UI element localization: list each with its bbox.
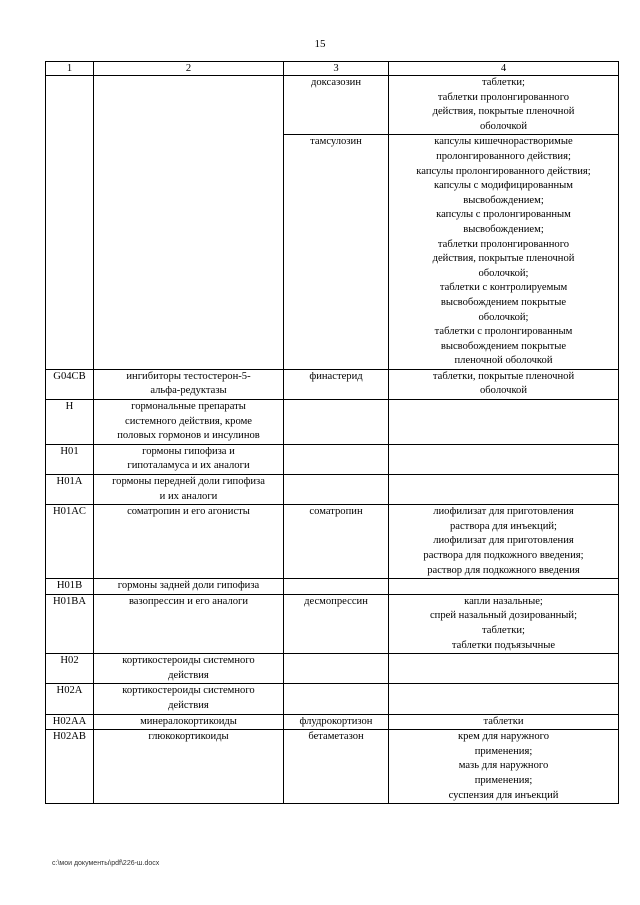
column-header-1: 1 [46, 62, 94, 76]
dosage-forms-cell-line: таблетки [483, 715, 524, 727]
atc-group-cell-line: гормоны задней доли гипофиза [117, 580, 260, 592]
dosage-forms-cell-line: пленочной оболочкой [454, 355, 553, 367]
atc-group-cell-line: действия [168, 669, 209, 681]
dosage-forms-cell-line: лиофилизат для приготовления [433, 506, 574, 518]
dosage-forms-cell-line: действия, покрытые пленочной [432, 253, 575, 265]
dosage-forms-cell-line: спрей назальный дозированный; [429, 610, 578, 622]
column-header-3: 3 [284, 62, 389, 76]
table-row [46, 714, 619, 730]
table-row [46, 369, 619, 399]
dosage-forms-cell [389, 135, 619, 370]
drug-name-cell [284, 475, 389, 505]
atc-group-cell-line: вазопрессин и его аналоги [128, 595, 249, 607]
atc-group-cell-line: кортикостероиды системного [122, 655, 255, 667]
atc-group-cell [94, 76, 284, 135]
atc-code-cell: H02A [46, 684, 94, 714]
column-header-2: 2 [94, 62, 284, 76]
atc-code-cell: H01B [46, 579, 94, 595]
atc-group-cell-line: системного действия, кроме [125, 415, 252, 427]
table-row [46, 135, 619, 370]
atc-group-cell-line: половых гормонов и инсулинов [117, 430, 260, 442]
drug-name-cell: финастерид [284, 369, 389, 399]
atc-code-cell: H02 [46, 654, 94, 684]
atc-code-cell: H02AB [46, 730, 94, 804]
atc-group-cell [94, 594, 284, 653]
atc-code-cell [46, 135, 94, 370]
dosage-forms-cell [389, 714, 619, 730]
drug-name-cell [284, 654, 389, 684]
atc-group-cell [94, 444, 284, 474]
drug-name-cell [284, 444, 389, 474]
atc-group-cell-line: гормоны гипофиза и [142, 445, 235, 457]
dosage-forms-cell [389, 400, 619, 445]
footer-file-path: c:\мои документы\pdf\226-ш.docx [52, 860, 160, 867]
drug-name-cell: бетаметазон [284, 730, 389, 804]
dosage-forms-cell-line: капсулы с пролонгированным [436, 209, 571, 221]
table-row [46, 684, 619, 714]
atc-code-cell: H [46, 400, 94, 445]
dosage-forms-cell-line: раствора для подкожного введения; [423, 550, 584, 561]
drug-name-cell: десмопрессин [284, 594, 389, 653]
drug-name-cell: соматропин [284, 505, 389, 579]
dosage-forms-cell-line: лиофилизат для приготовления [433, 535, 574, 547]
drug-name-cell: доксазозин [284, 76, 389, 135]
drug-name-cell [284, 579, 389, 595]
table-row [46, 475, 619, 505]
table-row [46, 579, 619, 595]
atc-group-cell-line: минералокортикоиды [140, 715, 237, 727]
dosage-forms-cell-line: таблетки, покрытые пленочной [432, 370, 575, 382]
table-row [46, 594, 619, 653]
atc-group-cell-line: ингибиторы тестостерон-5- [126, 370, 251, 382]
drug-name-cell: тамсулозин [284, 135, 389, 370]
dosage-forms-cell [389, 505, 619, 579]
dosage-forms-cell-line: таблетки подъязычные [451, 639, 556, 651]
dosage-forms-cell-line: высвобождением; [463, 223, 544, 235]
dosage-forms-cell-line: применения; [474, 745, 533, 757]
atc-code-cell [46, 76, 94, 135]
table-row [46, 76, 619, 135]
drug-name-cell [284, 400, 389, 445]
drug-name-cell [284, 684, 389, 714]
atc-group-cell [94, 505, 284, 579]
page-number: 15 [314, 38, 326, 50]
atc-group-cell-line: кортикостероиды системного [122, 685, 255, 697]
dosage-forms-cell-line: мазь для наружного [458, 760, 549, 772]
dosage-forms-cell-line: таблетки; [482, 624, 525, 636]
dosage-forms-cell-line: капсулы пролонгированного действия; [416, 165, 591, 177]
dosage-forms-cell [389, 594, 619, 653]
dosage-forms-cell-line: раствор для подкожного введения [427, 564, 580, 576]
dosage-forms-cell-line: оболочкой; [478, 311, 529, 323]
dosage-forms-cell-line: капли назальные; [464, 595, 543, 607]
dosage-forms-cell [389, 475, 619, 505]
dosage-forms-cell-line: таблетки пролонгированного [437, 238, 570, 250]
dosage-forms-cell-line: оболочкой; [478, 267, 529, 279]
atc-group-cell [94, 475, 284, 505]
atc-group-cell [94, 714, 284, 730]
table-header-row [46, 62, 619, 76]
dosage-forms-cell [389, 579, 619, 595]
dosage-forms-cell-line: капсулы кишечнорастворимые [434, 136, 573, 148]
atc-code-cell: H02AA [46, 714, 94, 730]
atc-code-cell: G04CB [46, 369, 94, 399]
atc-group-cell-line: альфа-редуктазы [150, 385, 227, 397]
dosage-forms-cell-line: оболочкой [479, 120, 528, 132]
dosage-forms-cell [389, 369, 619, 399]
atc-group-cell [94, 400, 284, 445]
dosage-forms-cell-line: таблетки с контролируемым [439, 282, 568, 294]
dosage-forms-cell [389, 730, 619, 804]
dosage-forms-cell [389, 444, 619, 474]
atc-group-cell-line: гормональные препараты [131, 401, 246, 413]
atc-group-cell [94, 369, 284, 399]
atc-group-cell-line: соматропин и его агонисты [127, 506, 250, 518]
atc-group-cell-line: глюкокортикоиды [148, 731, 229, 743]
dosage-forms-cell-line: высвобождением; [463, 194, 544, 206]
dosage-forms-cell [389, 76, 619, 135]
table-row [46, 654, 619, 684]
dosage-forms-cell-line: высвобождением покрытые [440, 296, 567, 308]
atc-code-cell: H01BA [46, 594, 94, 653]
atc-group-cell [94, 654, 284, 684]
atc-group-cell [94, 684, 284, 714]
dosage-forms-cell-line: пролонгированного действия; [436, 150, 571, 162]
dosage-forms-cell-line: таблетки с пролонгированным [434, 326, 573, 338]
drug-name-cell: флудрокортизон [284, 714, 389, 730]
atc-group-cell-line: действия [168, 699, 209, 711]
dosage-forms-cell-line: таблетки; [482, 77, 525, 88]
atc-code-cell: H01AC [46, 505, 94, 579]
dosage-forms-cell-line: таблетки пролонгированного [437, 91, 570, 103]
medication-table [45, 61, 619, 804]
atc-group-cell-line: гормоны передней доли гипофиза [112, 476, 265, 488]
atc-group-cell-line: гипоталамуса и их аналоги [127, 460, 250, 472]
table-row [46, 400, 619, 445]
atc-code-cell: H01 [46, 444, 94, 474]
table-row [46, 444, 619, 474]
dosage-forms-cell-line: действия, покрытые пленочной [432, 106, 575, 118]
atc-group-cell-line: и их аналоги [159, 490, 218, 502]
dosage-forms-cell [389, 654, 619, 684]
dosage-forms-cell-line: раствора для инъекций; [449, 520, 558, 532]
atc-group-cell [94, 730, 284, 804]
atc-group-cell [94, 135, 284, 370]
dosage-forms-cell-line: крем для наружного [457, 731, 550, 743]
dosage-forms-cell [389, 684, 619, 714]
atc-group-cell [94, 579, 284, 595]
column-header-4: 4 [389, 62, 619, 76]
dosage-forms-cell-line: высвобождением покрытые [440, 340, 567, 352]
dosage-forms-cell-line: применения; [474, 774, 533, 786]
dosage-forms-cell-line: суспензия для инъекций [448, 789, 559, 801]
atc-code-cell: H01A [46, 475, 94, 505]
dosage-forms-cell-line: капсулы с модифицированным [434, 180, 573, 192]
dosage-forms-cell-line: оболочкой [479, 385, 528, 397]
table-row [46, 730, 619, 804]
table-row [46, 505, 619, 579]
